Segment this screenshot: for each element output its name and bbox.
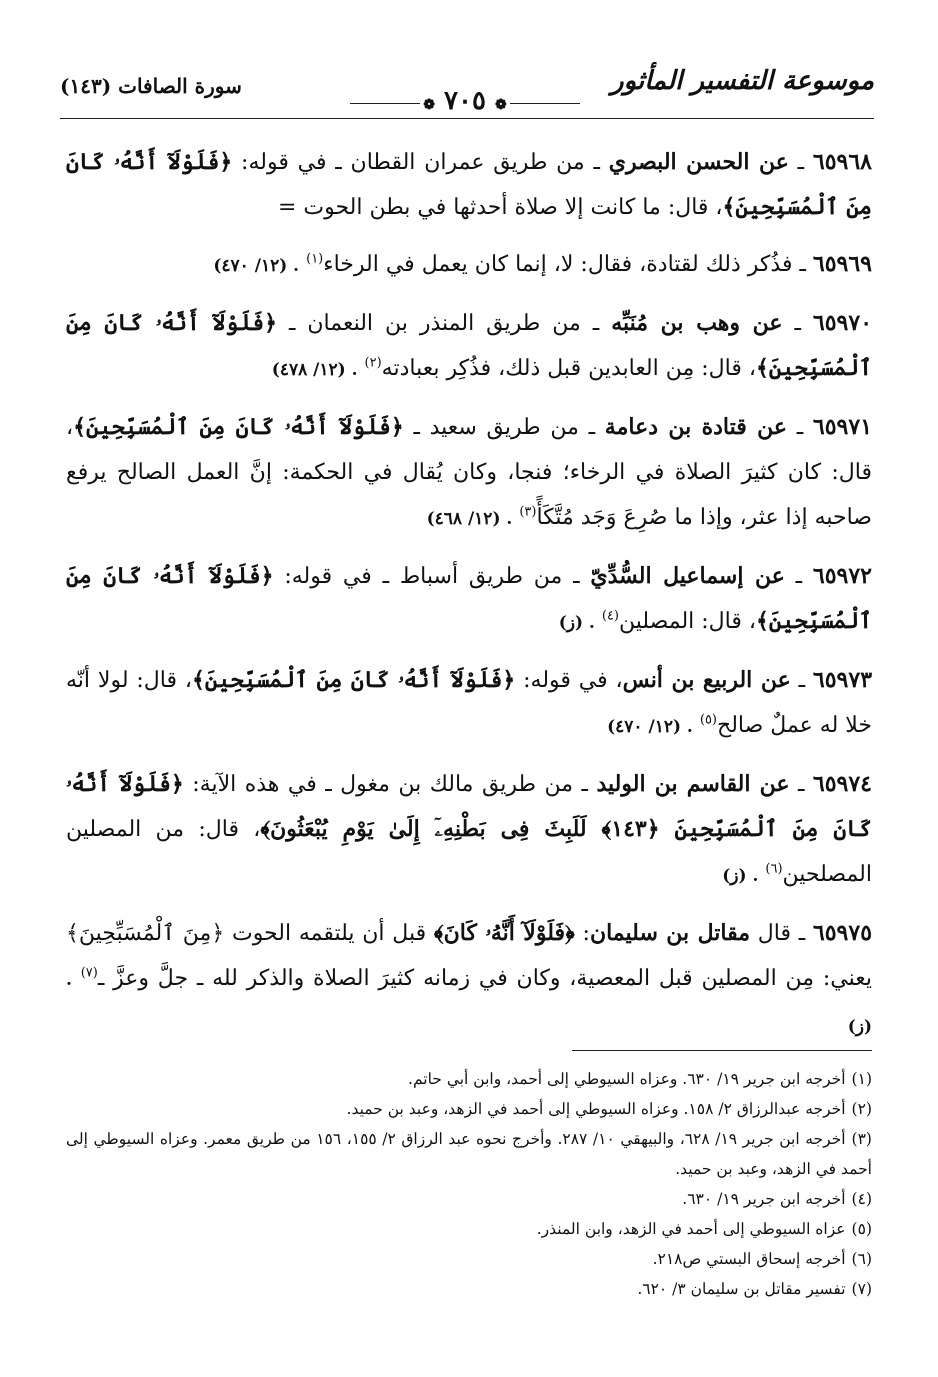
source-reference: . (١٢/ ٤٧٨)	[271, 360, 358, 380]
narration-entry: ٦٥٩٧٤ ـ عن القاسم بن الوليد ـ من طريق مالك بن مغول ـ في هذه الآية: ﴿فَلَوْلَآ أَنَّهُۥ كَانَ مِنَ ٱلْمُسَبِّحِينَ ﴿١٤٣﴾ لَلَبِثَ فِى بَطْنِهِۦٓ إِلَىٰ يَوْمِ يُبْعَثُونَ﴾، قال: من المصلين المصلحين$^{(٦)}$ . (ز)	[66, 771, 873, 887]
entry-number: ٦٥٩٧٠	[812, 310, 873, 336]
footnote-item	[66, 1124, 872, 1184]
entry-pre: قال	[757, 921, 791, 946]
narration-entry: ٦٥٩٦٩ ـ فذُكر ذلك لقتادة، فقال: لا، إنما كان يعمل في الرخاء$^{(١)}$ . (١٢/ ٤٧٠)	[213, 251, 872, 277]
page-header	[60, 66, 874, 126]
entries-list	[66, 140, 872, 1062]
header-divider	[60, 118, 874, 119]
footnote-marker: (٥)	[699, 712, 717, 728]
footnote-text: عزاه السيوطي إلى أحمد في الزهد، وابن المنذر.	[536, 1220, 846, 1238]
entry-text: من طريق عمران القطان ـ في قوله:	[241, 150, 585, 175]
footnote-number: (٣)	[851, 1130, 872, 1148]
narration-entry: ٦٥٩٦٨ ـ عن الحسن البصري ـ من طريق عمران القطان ـ في قوله: ﴿فَلَوْلَآ أَنَّهُۥ كَانَ مِنَ ٱلْمُسَبِّحِينَ﴾، قال: ما كانت إلا صلاة أحدثها في بطن الحوت =	[66, 149, 872, 220]
narrator-name: عن قتادة بن دعامة	[604, 414, 788, 440]
entry-text: من طريق سعيد ـ	[413, 415, 579, 440]
footnote-text: أخرجه إسحاق البستي ص٢١٨.	[652, 1250, 846, 1268]
footnote-number: (١)	[851, 1070, 872, 1088]
quran-quote: ﴿فَلَوْلَآ أَنَّهُۥ كَانَ مِنَ ٱلْمُسَبِّحِينَ﴾	[66, 149, 872, 220]
narrator-name: عن الربيع بن أنس	[622, 667, 791, 693]
entry-after: ، قال: كان كثيرَ الصلاة في الرخاء؛ فنجا، وكان يُقال في الحكمة: إنَّ العمل الصالح يرفع صاحبه إذا عثر، وإذا ما صُرِعَ وَجَد مُتَّكَأً	[66, 415, 872, 530]
footnote-marker: (١)	[306, 251, 324, 267]
ornament-icon: ❁	[495, 97, 507, 113]
quran-quote: ﴿فَلَوْلَآ أَنَّهُۥ كَانَ مِنَ ٱلْمُسَبِّحِينَ﴾	[73, 414, 404, 440]
footnote-marker: (٤)	[601, 608, 619, 624]
book-title: موسوعة التفسير المأثور	[611, 66, 874, 96]
footnote-item	[66, 1214, 872, 1244]
footnote-item	[66, 1184, 872, 1214]
narrator-name: عن الحسن البصري	[608, 149, 789, 175]
source-reference: . (ز)	[558, 613, 595, 633]
entry-after: ، قال: المصلين	[619, 609, 756, 634]
footnote-item	[66, 1274, 872, 1304]
footnote-item	[66, 1064, 872, 1094]
source-reference: . (١٢/ ٤٦٨)	[426, 509, 513, 529]
footnote-marker: (٢)	[364, 355, 382, 371]
footnote-number: (٥)	[851, 1220, 872, 1238]
narrator-name: عن القاسم بن الوليد	[596, 771, 790, 797]
entry-number: ٦٥٩٦٩	[812, 251, 872, 277]
source-reference: . (١٢/ ٤٧٠)	[607, 717, 693, 737]
entry-after: قبل أن يلتقمه الحوت ﴿مِنَ ٱلْمُسَبِّحِينَ﴾ يعني: مِن المصلين قبل المعصية، وكان في زمانه كثيرَ الصلاة والذكر لله ـ جلَّ وعزَّ ـ	[66, 921, 872, 991]
entry-number: ٦٥٩٦٨	[812, 149, 872, 175]
narrator-name: مقاتل بن سليمان	[589, 920, 750, 946]
source-reference: . (ز)	[66, 970, 872, 1037]
entry-number: ٦٥٩٧١	[812, 414, 873, 440]
footnote-number: (٦)	[851, 1250, 872, 1268]
footnote-item	[66, 1244, 872, 1274]
footnote-text: أخرجه ابن جرير ١٩/ ٦٣٠. وعزاه السيوطي إلى أحمد، وابن أبي حاتم.	[408, 1070, 846, 1088]
footnote-text: أخرجه ابن جرير ١٩/ ٦٢٨، والبيهقي ١٠/ ٢٨٧. وأخرج نحوه عبد الرزاق ٢/ ١٥٥، ١٥٦ من طريق معمر. وعزاه السيوطي إلى أحمد في الزهد، وعبد بن حميد.	[66, 1130, 872, 1178]
narrator-name: عن إسماعيل السُّدِّيّ	[590, 563, 785, 589]
quran-quote: ﴿فَلَوْلَآ أَنَّهُۥ كَانَ مِنَ ٱلْمُسَبِّحِينَ﴾	[66, 310, 872, 381]
entry-after: ، قال: مِن العابدين قبل ذلك، فذُكِر بعبادته	[381, 356, 756, 381]
footnote-number: (٢)	[851, 1100, 872, 1118]
footnote-number: (٧)	[851, 1280, 872, 1298]
footnote-text: أخرجه ابن جرير ١٩/ ٦٣٠.	[682, 1190, 846, 1208]
narration-entry: ٦٥٩٧٣ ـ عن الربيع بن أنس، في قوله: ﴿فَلَوْلَآ أَنَّهُۥ كَانَ مِنَ ٱلْمُسَبِّحِينَ﴾، قال: لولا أنّه خلا له عملٌ صالح$^{(٥)}$ . (١٢/ ٤٧٠)	[66, 667, 873, 738]
narration-entry: ٦٥٩٧٠ ـ عن وهب بن مُنَبِّه ـ من طريق المنذر بن النعمان ـ ﴿فَلَوْلَآ أَنَّهُۥ كَانَ مِنَ ٱلْمُسَبِّحِينَ﴾، قال: مِن العابدين قبل ذلك، فذُكِر بعبادته$^{(٢)}$ . (١٢/ ٤٧٨)	[66, 310, 873, 381]
entry-text: من طريق المنذر بن النعمان ـ	[288, 311, 581, 336]
page-number-text: ٧٠٥	[444, 86, 486, 116]
entry-after: ، قال: ما كانت إلا صلاة أحدثها في بطن الحوت =	[277, 195, 723, 220]
page-number-block	[350, 84, 580, 114]
header-rule-right	[510, 103, 580, 104]
footnote-text: تفسير مقاتل بن سليمان ٣/ ٦٢٠.	[637, 1280, 846, 1298]
page-number	[420, 86, 510, 116]
entry-after: ، قال: من المصلين المصلحين	[66, 817, 872, 887]
entry-text: فذُكر ذلك لقتادة، فقال: لا، إنما كان يعمل في الرخاء	[323, 252, 793, 277]
source-reference: . (١٢/ ٤٧٠)	[213, 256, 300, 276]
quran-quote: ﴿فَلَوْلَآ أَنَّهُۥ كَانَ مِنَ ٱلْمُسَبِّحِينَ ﴿١٤٣﴾ لَلَبِثَ فِى بَطْنِهِۦٓ إِلَىٰ يَوْمِ يُبْعَثُونَ﴾	[66, 771, 873, 842]
footnote-marker: (٧)	[80, 965, 98, 981]
ornament-icon: ❁	[423, 97, 435, 113]
surah-title: سورة الصافات (١٤٣)	[60, 74, 242, 98]
footnote-text: أخرجه عبدالرزاق ٢/ ١٥٨. وعزاه السيوطي إلى أحمد في الزهد، وعبد بن حميد.	[346, 1100, 846, 1118]
footnotes-list	[66, 1064, 872, 1304]
entry-text: من طريق أسباط ـ في قوله:	[284, 564, 563, 589]
entry-text: ، في قوله:	[523, 668, 623, 693]
footnote-divider	[572, 1050, 872, 1051]
quran-quote: ﴿فَلَوْلَآ أَنَّهُۥ كَانَ﴾	[433, 920, 575, 946]
narrator-name: عن وهب بن مُنَبِّه	[611, 310, 783, 336]
source-reference: . (ز)	[722, 866, 759, 886]
footnote-marker: (٣)	[519, 504, 537, 520]
narration-entry: ٦٥٩٧٢ ـ عن إسماعيل السُّدِّيّ ـ من طريق أسباط ـ في قوله: ﴿فَلَوْلَآ أَنَّهُۥ كَانَ مِنَ ٱلْمُسَبِّحِينَ﴾، قال: المصلين$^{(٤)}$ . (ز)	[66, 563, 872, 634]
entry-text: من طريق مالك بن مغول ـ في هذه الآية:	[192, 772, 574, 797]
footnote-number: (٤)	[851, 1190, 872, 1208]
entry-number: ٦٥٩٧٥	[812, 920, 873, 946]
entry-number: ٦٥٩٧٢	[812, 563, 872, 589]
narration-entry: ٦٥٩٧٥ ـ قال مقاتل بن سليمان: ﴿فَلَوْلَآ أَنَّهُۥ كَانَ﴾ قبل أن يلتقمه الحوت ﴿مِنَ ٱلْمُسَبِّحِينَ﴾ يعني: مِن المصلين قبل المعصية، وكان في زمانه كثيرَ الصلاة والذكر لله ـ جلَّ وعزَّ ـ$^{(٧)}$ . (ز)	[66, 920, 873, 1037]
header-rule-left	[350, 103, 420, 104]
quran-quote: ﴿فَلَوْلَآ أَنَّهُۥ كَانَ مِنَ ٱلْمُسَبِّحِينَ﴾	[192, 667, 516, 693]
entry-number: ٦٥٩٧٣	[812, 667, 873, 693]
footnote-marker: (٦)	[765, 861, 783, 877]
narration-entry: ٦٥٩٧١ ـ عن قتادة بن دعامة ـ من طريق سعيد ـ ﴿فَلَوْلَآ أَنَّهُۥ كَانَ مِنَ ٱلْمُسَبِّحِينَ﴾، قال: كان كثيرَ الصلاة في الرخاء؛ فنجا، وكان يُقال في الحكمة: إنَّ العمل الصالح يرفع صاحبه إذا عثر، وإذا ما صُرِعَ وَجَد مُتَّكَأً$^{(٣)}$ . (١٢/ ٤٦٨)	[66, 414, 873, 530]
entry-number: ٦٥٩٧٤	[812, 771, 872, 797]
footnote-item	[66, 1094, 872, 1124]
entry-after: ، قال: لولا أنّه خلا له عملٌ صالح	[66, 668, 872, 738]
quran-quote: ﴿فَلَوْلَآ أَنَّهُۥ كَانَ مِنَ ٱلْمُسَبِّحِينَ﴾	[66, 563, 872, 634]
